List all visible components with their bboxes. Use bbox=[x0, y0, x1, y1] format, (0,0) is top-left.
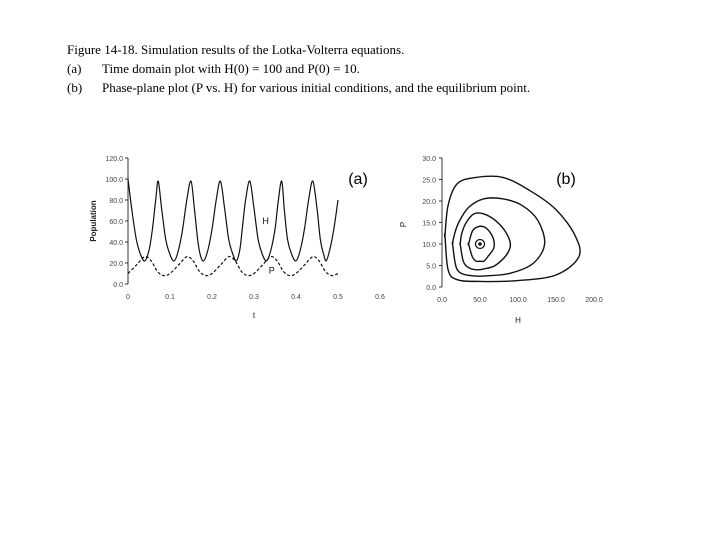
x-tick-label: 0.2 bbox=[207, 294, 217, 301]
y-tick-label: 40.0 bbox=[109, 240, 123, 247]
x-axis-title: H bbox=[515, 316, 521, 325]
y-tick-label: 25.0 bbox=[422, 177, 436, 185]
y-tick-label: 0.0 bbox=[113, 282, 123, 289]
x-tick-label: 0.3 bbox=[249, 294, 259, 301]
caption-tag-b: (b) bbox=[67, 80, 83, 95]
y-tick-label: 20.0 bbox=[109, 261, 123, 268]
y-tick-label: 20.0 bbox=[422, 199, 436, 206]
x-tick-label: 200.0 bbox=[585, 297, 603, 304]
series-label-h: H bbox=[262, 216, 269, 227]
x-tick-label: 0.1 bbox=[165, 294, 175, 301]
x-tick-label: 150.0 bbox=[547, 297, 565, 304]
caption-title: Figure 14-18. Simulation results of the Lotka-Volterra equations. bbox=[67, 42, 405, 57]
y-axis-title: P bbox=[399, 221, 408, 228]
x-tick-label: 50.0 bbox=[473, 297, 487, 304]
y-tick-label: 15.0 bbox=[422, 220, 436, 228]
caption-text-b: Phase-plane plot (P vs. H) for various initial conditions, and the equilibrium point. bbox=[102, 80, 531, 95]
y-tick-label: 30.0 bbox=[422, 156, 436, 163]
series-label-p: P bbox=[268, 265, 275, 276]
x-tick-label: 0.5 bbox=[333, 294, 343, 301]
x-tick-label: 0.6 bbox=[375, 294, 385, 301]
trajectory-4 bbox=[445, 176, 580, 281]
panel-label-b: (b) bbox=[556, 171, 576, 188]
y-tick-label: 80.0 bbox=[109, 198, 123, 205]
caption-text-a: Time domain plot with H(0) = 100 and P(0) = 10. bbox=[102, 61, 360, 76]
panel-label-a: (a) bbox=[348, 171, 368, 188]
y-tick-label: 120.0 bbox=[105, 156, 123, 163]
x-axis-title: t bbox=[252, 311, 256, 320]
y-axis-title: Population bbox=[89, 200, 98, 242]
x-tick-label: 0 bbox=[126, 294, 130, 301]
trajectory-3 bbox=[452, 198, 544, 276]
caption-tag-a: (a) bbox=[67, 61, 82, 76]
y-tick-label: 0.0 bbox=[426, 285, 436, 292]
x-tick-label: 0.4 bbox=[291, 294, 301, 301]
y-tick-label: 10.0 bbox=[422, 242, 436, 249]
y-tick-label: 100.0 bbox=[105, 177, 123, 184]
x-tick-label: 100.0 bbox=[509, 297, 527, 304]
x-tick-label: 0.0 bbox=[437, 297, 447, 304]
equilibrium-point bbox=[478, 242, 482, 246]
y-tick-label: 60.0 bbox=[109, 219, 123, 226]
y-tick-label: 5.0 bbox=[426, 263, 436, 271]
trajectory-2 bbox=[460, 213, 511, 270]
